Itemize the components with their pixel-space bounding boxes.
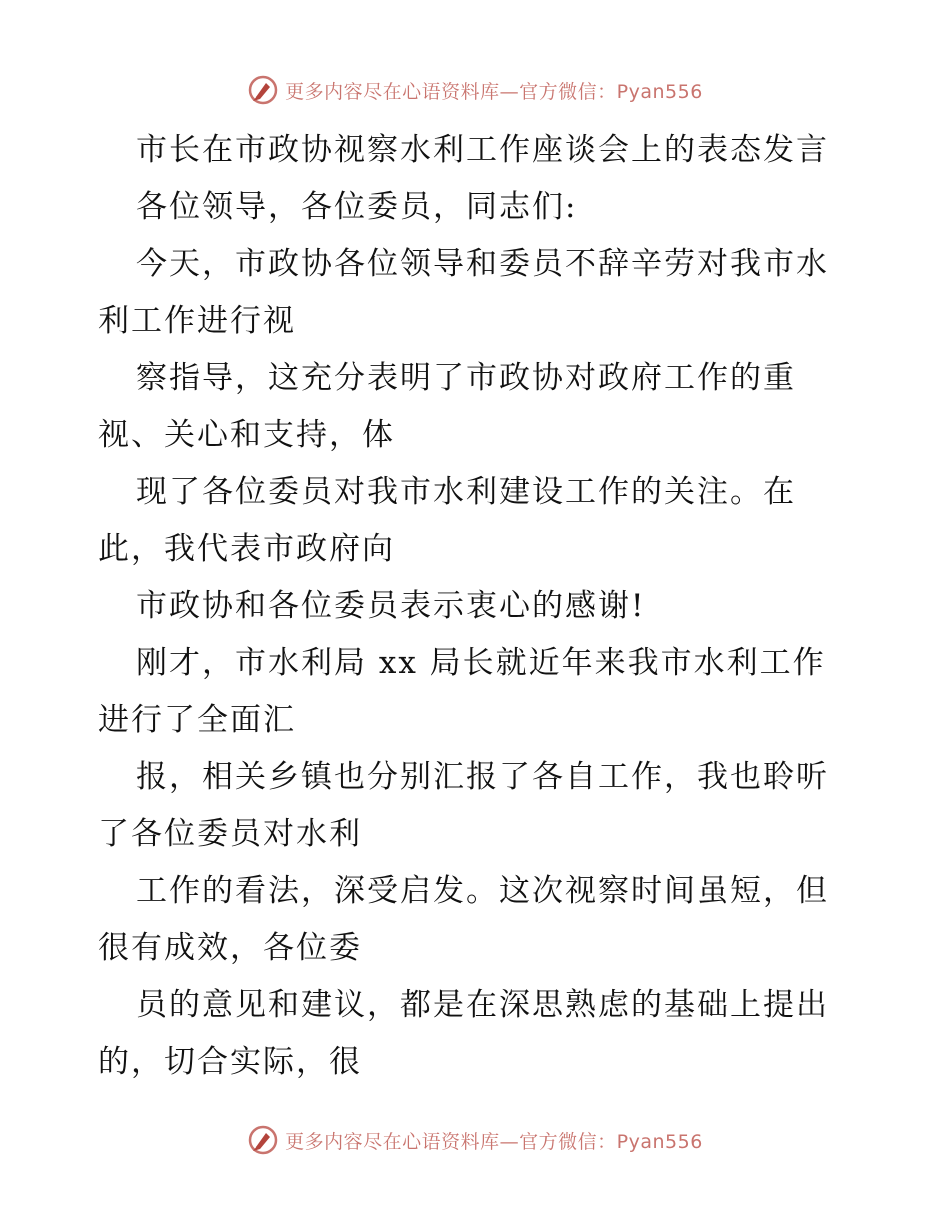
watermark-text: 更多内容尽在心语资料库—官方微信：Pyan556 <box>285 1130 703 1153</box>
document-line: 今天，市政协各位领导和委员不辞辛劳对我市水 <box>136 246 829 282</box>
footer-watermark <box>0 1120 950 1160</box>
document-line: 市政协和各位委员表示衷心的感谢! <box>136 588 646 624</box>
document-line: 工作的看法，深受启发。这次视察时间虽短，但 <box>136 873 829 909</box>
header-watermark <box>0 70 950 110</box>
document-line: 了各位委员对水利 <box>98 816 362 852</box>
document-line: 很有成效，各位委 <box>98 930 362 966</box>
document-line: 利工作进行视 <box>98 303 296 339</box>
document-line: 察指导，这充分表明了市政协对政府工作的重 <box>136 360 796 396</box>
document-line: 员的意见和建议，都是在深思熟虑的基础上提出 <box>136 987 829 1023</box>
document-line: 刚才，市水利局 xx 局长就近年来我市水利工作 <box>136 645 826 681</box>
pen-nib-logo-icon <box>247 1124 279 1156</box>
document-line: 此，我代表市政府向 <box>98 531 395 567</box>
document-line: 各位领导，各位委员，同志们: <box>136 189 578 225</box>
document-line: 视、关心和支持，体 <box>98 417 395 453</box>
watermark-wechat-id: Pyan556 <box>616 1130 703 1153</box>
document-line: 的，切合实际，很 <box>98 1044 362 1080</box>
watermark-wechat-id: Pyan556 <box>616 80 703 103</box>
watermark-text: 更多内容尽在心语资料库—官方微信：Pyan556 <box>285 80 703 103</box>
document-line: 进行了全面汇 <box>98 702 296 738</box>
document-line: 报，相关乡镇也分别汇报了各自工作，我也聆听 <box>136 759 829 795</box>
document-line: 现了各位委员对我市水利建设工作的关注。在 <box>136 474 796 510</box>
document-body <box>98 122 858 1091</box>
pen-nib-logo-icon <box>247 74 279 106</box>
document-line: 市长在市政协视察水利工作座谈会上的表态发言 <box>136 132 829 168</box>
